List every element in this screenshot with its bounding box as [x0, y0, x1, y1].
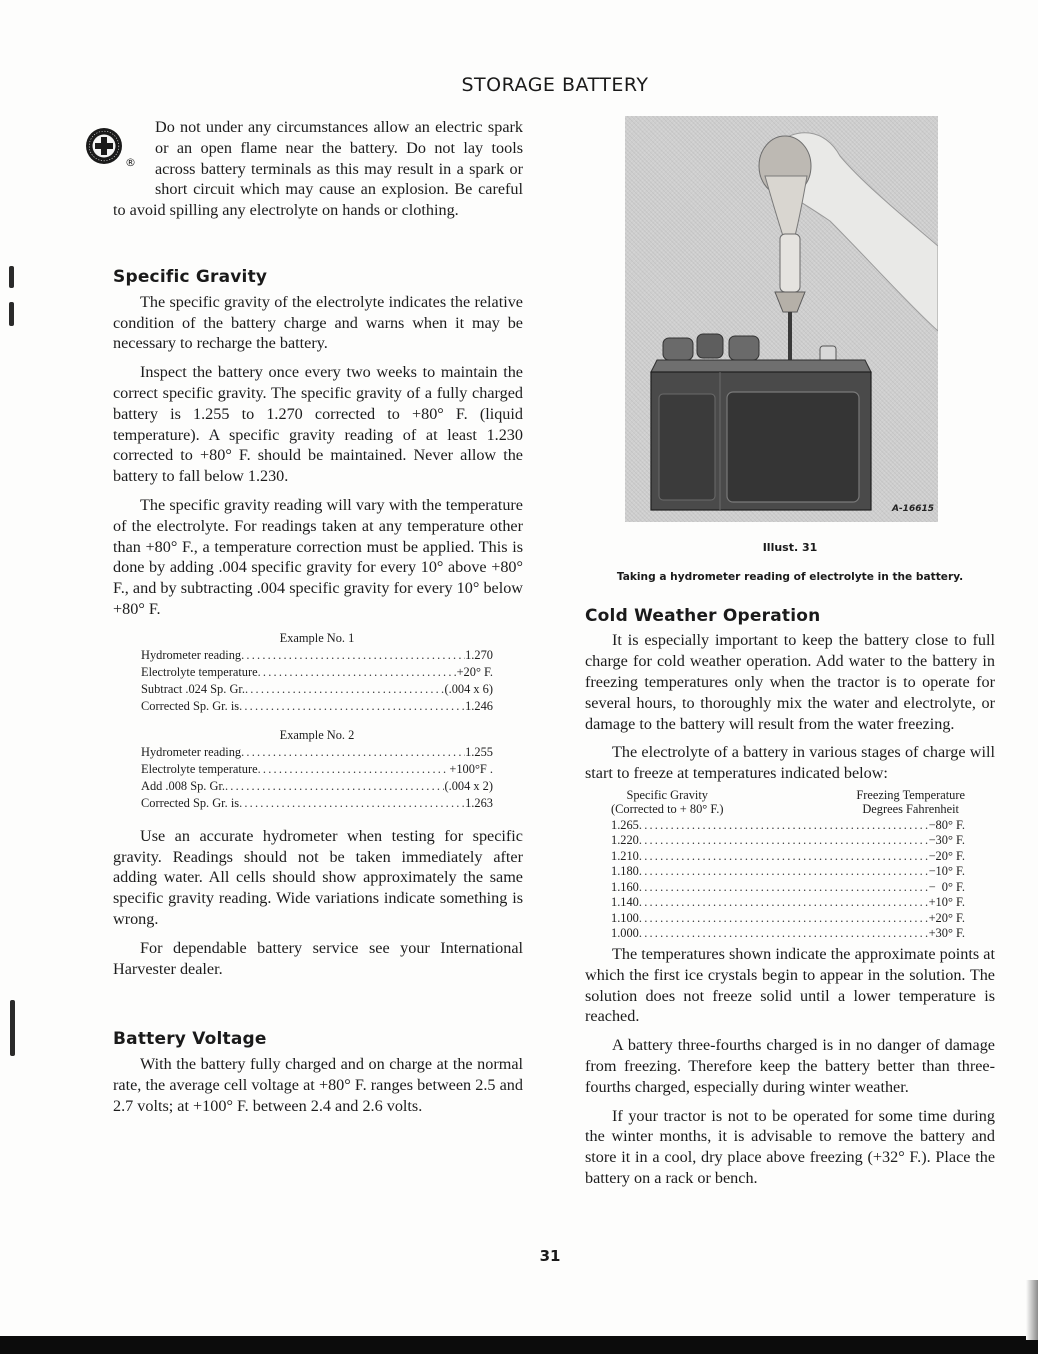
row-label: Hydrometer reading [141, 647, 242, 662]
table-row [611, 880, 965, 896]
paragraph: The electrolyte of a battery in various stages of charge will start to freeze at temperatures indicated below: [585, 743, 995, 783]
paragraph: The specific gravity reading will vary with the temperature of the electrolyte. For readings taken at any temperature other than +80° F., a temperature correction must be applied. This is done by adding .004 specific gravity for every 10° above +80° F., and by subtracting .004 specific gravity for every 10° below +80° F. [113, 495, 523, 618]
row-value: 1.255 [465, 744, 493, 759]
warning-text: Do not under any circumstances allow an electric spark or an open flame near the battery. Do not lay tools across battery terminals as this may result in a spark or short circuit which may cause an explosion. Be careful to avoid spilling any electrolyte on hands or clothing. [113, 118, 523, 220]
example-row [141, 778, 493, 795]
illustration-photo [625, 116, 938, 522]
header-line: (Corrected to + 80° F.) [611, 801, 724, 816]
table-row [611, 911, 965, 927]
temp-value: −80° F. [928, 817, 965, 832]
row-value: +100°F . [449, 761, 493, 776]
freezing-temperature-table [611, 788, 965, 942]
row-value: (.004 x 6) [444, 681, 493, 696]
gravity-value: 1.265 [611, 817, 639, 832]
row-value: 1.270 [465, 647, 493, 662]
temp-value: −20° F. [928, 848, 965, 863]
example-2 [141, 727, 493, 812]
dot-leader [258, 664, 457, 681]
dot-leader [639, 864, 929, 880]
heading-battery-voltage: Battery Voltage [113, 1029, 267, 1050]
hand-holding-hydrometer-over-battery-photo [625, 116, 938, 522]
dot-leader [639, 895, 929, 911]
page-number: 31 [539, 1247, 561, 1265]
temp-value: −10° F. [928, 864, 965, 879]
paragraph: With the battery fully charged and on charge at the normal rate, the average cell voltage at +80° F. ranges between 2.5 and 2.7 volts; at +100° F. between 2.4 and 2.6 volts. [113, 1055, 523, 1115]
paragraph: Use an accurate hydrometer when testing for specific gravity. Readings should not be taken immediately after adding water. All cells should show approximately the same specific gravity reading. Wide variations indicate something is wrong. [113, 826, 523, 928]
illustration-caption: Taking a hydrometer reading of electrolyte in the battery. [616, 570, 964, 583]
table-row [611, 895, 965, 911]
example-row [141, 744, 493, 761]
binding-mark [9, 266, 14, 288]
header-line: Degrees Fahrenheit [862, 801, 960, 816]
dot-leader [639, 833, 929, 849]
paragraph: It is especially important to keep the battery close to full charge for cold weather operation. Add water to the battery in freezing temperatures only when the tractor is to operate for several hours, to thoroughly mix the water and electrolyte, or damage to the battery will result from the water freezing. [585, 631, 995, 733]
dot-leader [639, 818, 929, 834]
table-row [611, 833, 965, 849]
safety-warning [113, 117, 523, 221]
column-header-specific-gravity [611, 788, 723, 816]
gravity-value: 1.000 [611, 926, 639, 941]
temp-value: +20° F. [928, 910, 965, 925]
row-label: Hydrometer reading [141, 744, 242, 759]
table-row [611, 864, 965, 880]
gravity-value: 1.180 [611, 864, 639, 879]
row-value: +20° F. [456, 664, 493, 679]
gravity-value: 1.160 [611, 879, 639, 894]
dot-leader [225, 778, 444, 795]
table-row [611, 818, 965, 834]
binding-mark [10, 1000, 15, 1056]
row-label: Electrolyte temperature [141, 761, 258, 776]
illustration-label: Illust. 31 [762, 541, 818, 554]
example-row [141, 698, 493, 715]
row-label: Subtract .024 Sp. Gr. [141, 681, 245, 696]
scan-bottom-edge [0, 1336, 1038, 1354]
row-value: (.004 x 2) [444, 778, 493, 793]
example-row [141, 795, 493, 812]
row-label: Add .008 Sp. Gr. [141, 778, 225, 793]
row-label: Corrected Sp. Gr. is [141, 795, 240, 810]
heading-cold-weather-operation: Cold Weather Operation [585, 605, 821, 626]
dot-leader [239, 698, 465, 715]
paragraph: The temperatures shown indicate the approximate points at which the first ice crystals begin to appear in the solution. The solution does not freeze solid until a lower temperature is reached. [585, 944, 995, 1026]
green-cross-for-safety-icon [85, 127, 136, 170]
dot-leader [639, 926, 929, 942]
example-row [141, 647, 493, 664]
paragraph: If your tractor is not to be operated for some time during the winter months, it is advisable to remove the battery and store it in a cool, dry place above freezing (+32° F.). Place the battery on a rack or bench. [585, 1106, 995, 1187]
dot-leader [258, 761, 450, 778]
temp-value: −30° F. [928, 833, 965, 848]
binding-mark [9, 302, 14, 326]
example-row [141, 761, 493, 778]
paragraph: A battery three-fourths charged is in no danger of damage from freezing. Therefore keep the battery better than three-fourths charged, especially during winter weather. [585, 1036, 995, 1096]
figure-id: A-16615 [891, 504, 934, 515]
header-line: Freezing Temperature [856, 787, 965, 802]
dot-leader [639, 911, 929, 927]
running-head: STORAGE BATTERY [461, 74, 649, 96]
temp-value: +10° F. [928, 895, 965, 910]
left-column [113, 117, 523, 1125]
paragraph: Inspect the battery once every two weeks to maintain the correct specific gravity. The specific gravity of a fully charged battery is 1.255 to 1.270 corrected to +80° F. (liquid temperature). A specific gravity reading of at least 1.230 corrected to +80° F. should be maintained. Never allow the battery to fall below 1.230. [113, 363, 523, 486]
header-line: Specific Gravity [626, 787, 708, 802]
dot-leader [239, 795, 465, 812]
row-value: 1.263 [465, 795, 493, 810]
row-label: Corrected Sp. Gr. is [141, 698, 240, 713]
dot-leader [241, 744, 465, 761]
paragraph: For dependable battery service see your International Harvester dealer. [113, 938, 523, 978]
example-1 [141, 630, 493, 715]
column-header-freezing-temp [856, 788, 965, 816]
dot-leader [639, 849, 929, 865]
example-title: Example No. 2 [279, 727, 355, 742]
gravity-value: 1.100 [611, 910, 639, 925]
paragraph: The specific gravity of the electrolyte indicates the relative condition of the battery charge and warns when it may be necessary to recharge the battery. [113, 292, 523, 353]
table-header [611, 788, 965, 816]
example-row [141, 664, 493, 681]
gravity-value: 1.140 [611, 895, 639, 910]
dot-leader [241, 647, 465, 664]
right-column [585, 116, 995, 1197]
temp-value: +30° F. [928, 926, 965, 941]
example-title: Example No. 1 [279, 630, 355, 645]
example-row [141, 681, 493, 698]
gravity-value: 1.220 [611, 833, 639, 848]
row-value: 1.246 [465, 698, 493, 713]
dot-leader [245, 681, 445, 698]
row-label: Electrolyte temperature [141, 664, 258, 679]
dot-leader [639, 880, 929, 896]
heading-specific-gravity: Specific Gravity [113, 266, 268, 287]
scan-right-edge [1026, 1280, 1038, 1340]
gravity-value: 1.210 [611, 848, 639, 863]
temp-value: − 0° F. [928, 879, 965, 894]
table-row [611, 849, 965, 865]
table-row [611, 926, 965, 942]
registered-mark: ® [125, 156, 136, 170]
